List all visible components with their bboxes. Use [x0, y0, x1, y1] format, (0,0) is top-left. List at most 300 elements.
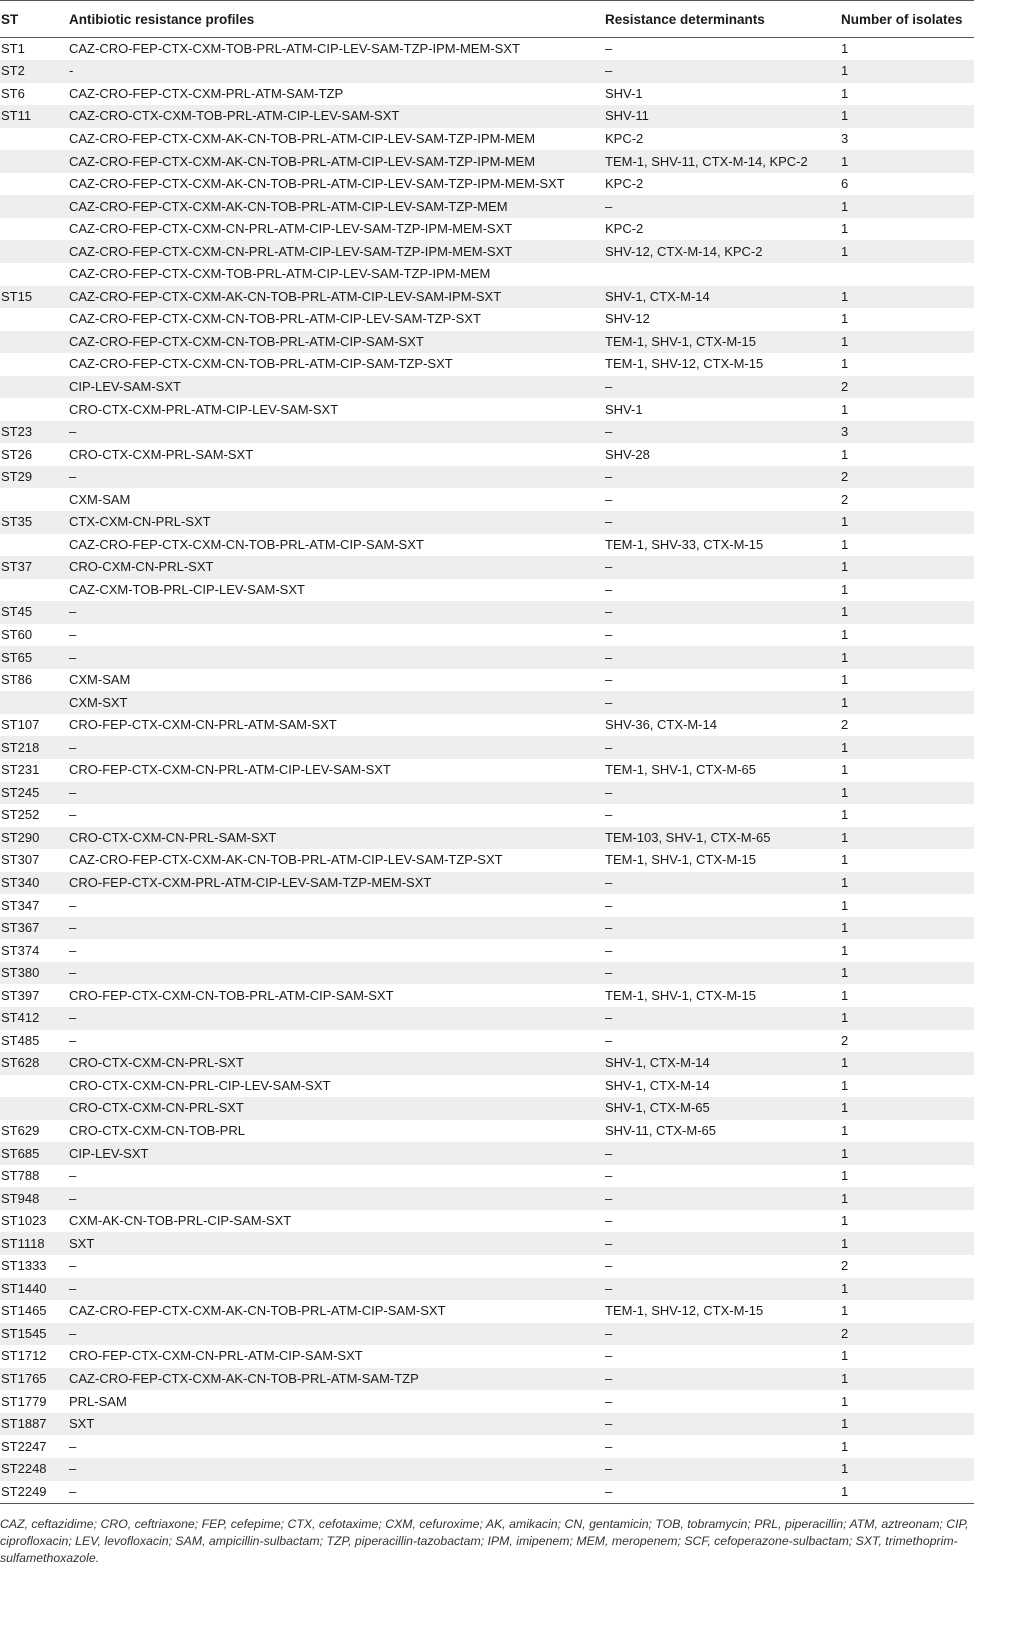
cell-isolates: 2	[841, 491, 849, 507]
table-row	[0, 286, 974, 309]
cell-st	[0, 150, 68, 173]
cell-st: ST290	[0, 827, 68, 850]
cell-determinants: TEM-1, SHV-12, CTX-M-15	[605, 1303, 764, 1319]
cell-st	[0, 353, 68, 376]
cell-determinants: –	[605, 807, 613, 823]
cell-determinants: TEM-1, SHV-11, CTX-M-14, KPC-2	[604, 150, 841, 173]
cell-profile: SXT	[68, 1232, 604, 1255]
cell-isolates: 1	[841, 311, 849, 327]
table-row	[0, 759, 974, 782]
cell-isolates: 1	[841, 105, 974, 128]
cell-determinants: –	[605, 897, 613, 913]
cell-isolates: 1	[841, 942, 849, 958]
cell-determinants: –	[604, 1458, 841, 1481]
cell-determinants: –	[604, 691, 841, 714]
cell-profile: CAZ-CRO-FEP-CTX-CXM-AK-CN-TOB-PRL-ATM-CIP-LEV-SAM-TZP-MEM	[68, 195, 604, 218]
cell-profile: CAZ-CRO-FEP-CTX-CXM-PRL-ATM-SAM-TZP	[69, 85, 344, 101]
table-row	[0, 804, 974, 827]
cell-st: ST231	[1, 762, 40, 778]
cell-determinants: SHV-1, CTX-M-14	[604, 1052, 841, 1075]
cell-determinants: KPC-2	[605, 221, 644, 237]
table-row	[0, 894, 974, 917]
cell-st: ST15	[0, 286, 68, 309]
cell-determinants: KPC-2	[605, 130, 644, 146]
cell-determinants: –	[604, 782, 841, 805]
table-row	[0, 128, 974, 151]
table-row	[0, 624, 974, 647]
cell-profile: –	[68, 1481, 604, 1504]
cell-profile: CAZ-CRO-FEP-CTX-CXM-AK-CN-TOB-PRL-ATM-CIP-SAM-SXT	[69, 1303, 446, 1319]
cell-isolates: 1	[841, 1077, 849, 1093]
table-row	[0, 308, 974, 331]
cell-determinants: –	[604, 556, 841, 579]
cell-determinants: –	[605, 1348, 613, 1364]
cell-st	[0, 534, 68, 557]
cell-isolates: 1	[841, 1393, 849, 1409]
cell-determinants: –	[604, 1187, 841, 1210]
cell-profile: CAZ-CRO-FEP-CTX-CXM-AK-CN-TOB-PRL-ATM-SAM-TZP	[68, 1368, 604, 1391]
table-row	[0, 579, 974, 602]
cell-isolates: 1	[841, 1232, 974, 1255]
cell-profile: –	[68, 466, 604, 489]
cell-st: ST380	[0, 962, 68, 985]
cell-determinants: –	[604, 601, 841, 624]
cell-profile: CAZ-CRO-FEP-CTX-CXM-CN-TOB-PRL-ATM-CIP-SAM-SXT	[69, 536, 424, 552]
cell-isolates: 1	[841, 626, 849, 642]
table-row	[0, 1278, 974, 1301]
cell-determinants: TEM-1, SHV-12, CTX-M-15	[605, 356, 764, 372]
cell-isolates: 1	[841, 1303, 849, 1319]
cell-st	[0, 308, 68, 331]
table-row	[0, 1368, 974, 1391]
cell-determinants: –	[604, 736, 841, 759]
cell-isolates: 3	[841, 421, 974, 444]
header-isolates: Number of isolates	[841, 1, 974, 38]
cell-profile: CXM-AK-CN-TOB-PRL-CIP-SAM-SXT	[69, 1213, 292, 1229]
cell-st: ST307	[1, 852, 40, 868]
cell-profile: CAZ-CRO-CTX-CXM-TOB-PRL-ATM-CIP-LEV-SAM-SXT	[68, 105, 604, 128]
table-row	[0, 1390, 974, 1413]
table-row	[0, 83, 974, 106]
cell-isolates: 1	[841, 1187, 974, 1210]
cell-determinants: –	[604, 1232, 841, 1255]
cell-st: ST367	[0, 917, 68, 940]
cell-st: ST374	[1, 942, 40, 958]
cell-profile: CAZ-CXM-TOB-PRL-CIP-LEV-SAM-SXT	[69, 581, 305, 597]
table-row	[0, 173, 974, 196]
cell-st	[0, 218, 68, 241]
cell-st: ST29	[0, 466, 68, 489]
cell-isolates: 1	[841, 221, 849, 237]
cell-determinants: SHV-12	[605, 311, 650, 327]
table-row	[0, 376, 974, 399]
cell-profile: CIP-LEV-SXT	[68, 1142, 604, 1165]
cell-profile: CTX-CXM-CN-PRL-SXT	[68, 511, 604, 534]
cell-profile: CAZ-CRO-FEP-CTX-CXM-CN-PRL-ATM-CIP-LEV-SAM-TZP-IPM-MEM-SXT	[68, 240, 604, 263]
cell-st	[0, 263, 68, 286]
cell-profile: CRO-CTX-CXM-PRL-SAM-SXT	[69, 446, 254, 462]
table-row	[0, 1481, 974, 1504]
cell-st: ST2	[0, 60, 68, 83]
table-row	[0, 353, 974, 376]
cell-isolates: 1	[841, 1368, 974, 1391]
cell-st: ST45	[0, 601, 68, 624]
cell-determinants: –	[604, 511, 841, 534]
cell-st: ST1440	[0, 1278, 68, 1301]
cell-profile: CAZ-CRO-FEP-CTX-CXM-CN-TOB-PRL-ATM-CIP-SAM-TZP-SXT	[69, 356, 453, 372]
cell-st: ST2247	[1, 1438, 47, 1454]
cell-isolates: 3	[841, 130, 849, 146]
cell-st	[0, 1075, 68, 1098]
cell-profile: –	[69, 1168, 77, 1184]
cell-profile: PRL-SAM	[69, 1393, 127, 1409]
cell-determinants: –	[605, 41, 613, 57]
cell-determinants: –	[604, 1368, 841, 1391]
cell-profile: CRO-FEP-CTX-CXM-CN-PRL-ATM-CIP-SAM-SXT	[69, 1348, 363, 1364]
cell-determinants: SHV-12, CTX-M-14, KPC-2	[604, 240, 841, 263]
cell-determinants: –	[605, 1438, 613, 1454]
cell-determinants: SHV-1, CTX-M-65	[604, 1097, 841, 1120]
table-row	[0, 1323, 974, 1346]
cell-profile: –	[68, 646, 604, 669]
table-row	[0, 466, 974, 489]
cell-profile: CAZ-CRO-FEP-CTX-CXM-CN-TOB-PRL-ATM-CIP-SAM-SXT	[68, 331, 604, 354]
cell-profile: CRO-FEP-CTX-CXM-PRL-ATM-CIP-LEV-SAM-TZP-MEM-SXT	[68, 872, 604, 895]
cell-st: ST629	[1, 1123, 40, 1139]
cell-profile: –	[69, 807, 77, 823]
cell-isolates: 1	[841, 1458, 974, 1481]
cell-st: ST65	[0, 646, 68, 669]
cell-determinants: –	[604, 466, 841, 489]
cell-determinants: –	[605, 1258, 613, 1274]
cell-determinants: SHV-11	[604, 105, 841, 128]
cell-st: ST1712	[1, 1348, 47, 1364]
cell-isolates: 1	[841, 1123, 849, 1139]
cell-isolates: 1	[841, 556, 974, 579]
cell-isolates: 6	[841, 176, 849, 192]
cell-profile: CXM-SAM	[69, 491, 131, 507]
cell-profile: –	[68, 962, 604, 985]
table-row	[0, 38, 974, 61]
cell-determinants: –	[605, 672, 613, 688]
cell-st: ST628	[0, 1052, 68, 1075]
table-row	[0, 872, 974, 895]
cell-profile: –	[68, 1187, 604, 1210]
cell-profile: –	[68, 782, 604, 805]
cell-st: ST1765	[0, 1368, 68, 1391]
cell-determinants	[604, 263, 841, 286]
cell-determinants: –	[604, 1007, 841, 1030]
table-row	[0, 421, 974, 444]
cell-isolates: 1	[841, 736, 974, 759]
cell-determinants: TEM-1, SHV-1, CTX-M-15	[605, 987, 756, 1003]
table-row	[0, 263, 974, 286]
cell-isolates: 1	[841, 827, 974, 850]
cell-profile: –	[68, 601, 604, 624]
table-row	[0, 691, 974, 714]
table-body	[0, 38, 974, 1504]
cell-profile: CAZ-CRO-FEP-CTX-CXM-TOB-PRL-ATM-CIP-LEV-SAM-TZP-IPM-MEM-SXT	[69, 41, 520, 57]
cell-st	[0, 579, 68, 602]
cell-st	[0, 398, 68, 421]
cell-isolates: 1	[841, 1052, 974, 1075]
table-row	[0, 1075, 974, 1098]
cell-st: ST1	[1, 41, 25, 57]
cell-isolates: 1	[841, 195, 974, 218]
cell-st: ST37	[0, 556, 68, 579]
cell-profile: CAZ-CRO-FEP-CTX-CXM-AK-CN-TOB-PRL-ATM-CIP-LEV-SAM-TZP-IPM-MEM	[69, 130, 536, 146]
table-row	[0, 1345, 974, 1368]
cell-determinants: –	[604, 421, 841, 444]
cell-st: ST107	[1, 717, 40, 733]
cell-profile: CAZ-CRO-FEP-CTX-CXM-AK-CN-TOB-PRL-ATM-CIP-LEV-SAM-TZP-IPM-MEM-SXT	[69, 176, 565, 192]
cell-st	[0, 1097, 68, 1120]
cell-isolates: 1	[841, 1007, 974, 1030]
cell-st: ST685	[0, 1142, 68, 1165]
table-row	[0, 736, 974, 759]
cell-determinants: –	[604, 646, 841, 669]
cell-determinants: –	[605, 491, 613, 507]
cell-isolates: 1	[841, 511, 974, 534]
table-row	[0, 1300, 974, 1323]
table-row	[0, 984, 974, 1007]
cell-isolates: 1	[841, 41, 849, 57]
cell-determinants: –	[605, 1393, 613, 1409]
table-row	[0, 511, 974, 534]
cell-profile: CAZ-CRO-FEP-CTX-CXM-CN-TOB-PRL-ATM-CIP-LEV-SAM-TZP-SXT	[69, 311, 481, 327]
cell-isolates: 1	[841, 1481, 974, 1504]
table-row	[0, 556, 974, 579]
cell-profile: CAZ-CRO-FEP-CTX-CXM-AK-CN-TOB-PRL-ATM-CIP-LEV-SAM-TZP-SXT	[69, 852, 503, 868]
cell-st: ST26	[1, 446, 33, 462]
cell-profile: CRO-CTX-CXM-CN-PRL-SXT	[68, 1097, 604, 1120]
table-row	[0, 218, 974, 241]
cell-isolates: 1	[841, 536, 849, 552]
table-row	[0, 782, 974, 805]
cell-st: ST60	[1, 626, 33, 642]
table-row	[0, 1052, 974, 1075]
cell-determinants: SHV-1	[605, 401, 643, 417]
table-row	[0, 669, 974, 692]
table-row	[0, 443, 974, 466]
cell-profile: CRO-CTX-CXM-CN-TOB-PRL	[69, 1123, 245, 1139]
cell-determinants: –	[604, 872, 841, 895]
table-row	[0, 1413, 974, 1436]
cell-determinants: –	[605, 626, 613, 642]
cell-st: ST35	[0, 511, 68, 534]
cell-profile: CAZ-CRO-FEP-CTX-CXM-TOB-PRL-ATM-CIP-LEV-SAM-TZP-IPM-MEM	[69, 266, 491, 282]
table-row	[0, 1120, 974, 1143]
cell-determinants: –	[604, 1142, 841, 1165]
cell-isolates: 1	[841, 897, 849, 913]
cell-isolates: 1	[841, 807, 849, 823]
table-header	[0, 1, 974, 38]
cell-st: ST485	[1, 1032, 40, 1048]
table-row	[0, 962, 974, 985]
cell-st: ST86	[1, 672, 33, 688]
cell-isolates: 1	[841, 581, 849, 597]
cell-isolates: 1	[841, 1413, 974, 1436]
cell-determinants: –	[604, 195, 841, 218]
cell-isolates: 1	[841, 762, 849, 778]
table-row	[0, 1187, 974, 1210]
table-row	[0, 150, 974, 173]
cell-profile: -	[68, 60, 604, 83]
header-profiles: Antibiotic resistance profiles	[68, 1, 604, 38]
cell-profile: CIP-LEV-SAM-SXT	[68, 376, 604, 399]
cell-isolates: 1	[841, 85, 849, 101]
cell-isolates: 1	[841, 917, 974, 940]
cell-isolates: 1	[841, 1348, 849, 1364]
cell-st: ST252	[1, 807, 40, 823]
cell-isolates: 1	[841, 1438, 849, 1454]
cell-st: ST788	[1, 1168, 40, 1184]
table-row	[0, 1097, 974, 1120]
cell-isolates: 1	[841, 150, 974, 173]
cell-profile: –	[68, 421, 604, 444]
cell-profile: –	[68, 1323, 604, 1346]
header-determinants: Resistance determinants	[604, 1, 841, 38]
cell-isolates: 1	[841, 240, 974, 263]
table-row	[0, 1142, 974, 1165]
cell-determinants: –	[605, 942, 613, 958]
cell-st	[0, 240, 68, 263]
cell-st: ST1465	[1, 1303, 47, 1319]
cell-st: ST1545	[0, 1323, 68, 1346]
cell-determinants: –	[605, 1032, 613, 1048]
cell-profile: –	[68, 1278, 604, 1301]
table-row	[0, 1165, 974, 1188]
table-row	[0, 1210, 974, 1233]
cell-isolates: 2	[841, 717, 849, 733]
cell-determinants: –	[604, 962, 841, 985]
table-row	[0, 398, 974, 421]
cell-isolates: 1	[841, 60, 974, 83]
table-row	[0, 827, 974, 850]
table-row	[0, 646, 974, 669]
cell-st: ST1887	[0, 1413, 68, 1436]
cell-st: ST11	[0, 105, 68, 128]
cell-profile: CRO-FEP-CTX-CXM-CN-PRL-ATM-CIP-LEV-SAM-SXT	[69, 762, 391, 778]
cell-determinants: TEM-1, SHV-1, CTX-M-65	[605, 762, 756, 778]
cell-profile: CXM-SAM	[69, 672, 131, 688]
cell-st: ST1779	[1, 1393, 47, 1409]
cell-profile: –	[68, 736, 604, 759]
cell-determinants: SHV-1, CTX-M-14	[604, 286, 841, 309]
cell-isolates: 1	[841, 1278, 974, 1301]
table-row	[0, 601, 974, 624]
cell-st: ST948	[0, 1187, 68, 1210]
cell-st	[0, 376, 68, 399]
cell-isolates: 1	[841, 691, 974, 714]
cell-profile: –	[69, 942, 77, 958]
cell-determinants: –	[605, 1213, 613, 1229]
cell-st	[0, 691, 68, 714]
cell-determinants: TEM-103, SHV-1, CTX-M-65	[604, 827, 841, 850]
cell-determinants: SHV-28	[605, 446, 650, 462]
cell-st: ST218	[0, 736, 68, 759]
cell-profile: CRO-CTX-CXM-PRL-ATM-CIP-LEV-SAM-SXT	[69, 401, 339, 417]
cell-st: ST1118	[0, 1232, 68, 1255]
header-st: ST	[0, 1, 68, 38]
cell-isolates: 1	[841, 286, 974, 309]
table-row	[0, 1435, 974, 1458]
cell-st: ST1023	[1, 1213, 47, 1229]
cell-determinants: SHV-1	[605, 85, 643, 101]
cell-isolates: 1	[841, 782, 974, 805]
cell-isolates: 2	[841, 1323, 974, 1346]
cell-st	[0, 331, 68, 354]
cell-isolates: 1	[841, 1097, 974, 1120]
cell-isolates	[841, 263, 974, 286]
cell-profile: –	[69, 1258, 77, 1274]
table-row	[0, 60, 974, 83]
cell-profile: –	[69, 897, 77, 913]
cell-profile: –	[69, 626, 77, 642]
cell-profile: CRO-CXM-CN-PRL-SXT	[68, 556, 604, 579]
cell-determinants: –	[605, 1168, 613, 1184]
cell-st	[0, 173, 68, 196]
cell-isolates: 1	[841, 446, 849, 462]
cell-profile: CXM-SXT	[68, 691, 604, 714]
table-row	[0, 1255, 974, 1278]
cell-determinants: SHV-11, CTX-M-65	[605, 1123, 717, 1139]
table-row	[0, 1030, 974, 1053]
table-row	[0, 534, 974, 557]
cell-determinants: SHV-1, CTX-M-14	[605, 1077, 710, 1093]
cell-determinants: –	[604, 917, 841, 940]
table-row	[0, 240, 974, 263]
cell-isolates: 1	[841, 672, 849, 688]
cell-isolates: 1	[841, 962, 974, 985]
cell-determinants: –	[605, 581, 613, 597]
table-row	[0, 1007, 974, 1030]
cell-determinants: TEM-1, SHV-1, CTX-M-15	[605, 852, 756, 868]
cell-profile: –	[68, 917, 604, 940]
cell-isolates: 1	[841, 1213, 849, 1229]
cell-isolates: 2	[841, 1032, 849, 1048]
table-row	[0, 939, 974, 962]
table-row	[0, 105, 974, 128]
cell-st: ST2248	[0, 1458, 68, 1481]
cell-isolates: 1	[841, 852, 849, 868]
cell-profile: CRO-FEP-CTX-CXM-CN-PRL-ATM-SAM-SXT	[69, 717, 337, 733]
cell-st: ST23	[0, 421, 68, 444]
cell-profile: CRO-CTX-CXM-CN-PRL-CIP-LEV-SAM-SXT	[69, 1077, 331, 1093]
cell-determinants: TEM-1, SHV-1, CTX-M-15	[604, 331, 841, 354]
cell-profile: CRO-CTX-CXM-CN-PRL-SXT	[68, 1052, 604, 1075]
cell-st: ST2249	[0, 1481, 68, 1504]
cell-determinants: –	[604, 1413, 841, 1436]
cell-isolates: 1	[841, 601, 974, 624]
cell-profile: CAZ-CRO-FEP-CTX-CXM-AK-CN-TOB-PRL-ATM-CIP-LEV-SAM-TZP-IPM-MEM	[68, 150, 604, 173]
cell-determinants: –	[604, 1323, 841, 1346]
cell-profile: CAZ-CRO-FEP-CTX-CXM-CN-PRL-ATM-CIP-LEV-SAM-TZP-IPM-MEM-SXT	[69, 221, 513, 237]
table-row	[0, 714, 974, 737]
cell-st: ST347	[1, 897, 40, 913]
cell-determinants: –	[604, 1278, 841, 1301]
cell-st: ST245	[0, 782, 68, 805]
table-footnote: CAZ, ceftazidime; CRO, ceftriaxone; FEP, cefepime; CTX, cefotaxime; CXM, cefuroxime; AK, amikacin; CN, gentamicin; TOB, tobramycin; PRL, piperacillin; ATM, aztreonam; CIP, ciprofloxacin; LEV, levofloxacin; SAM, ampicillin-sulbactam; TZP, piperacillin-tazobactam; IPM, imipenem; MEM, meropenem; SCF, cefoperazone-sulbactam; SXT, trimethoprim-sulfamethoxazole.	[0, 1517, 969, 1565]
cell-determinants: TEM-1, SHV-33, CTX-M-15	[605, 536, 764, 552]
cell-determinants: –	[604, 60, 841, 83]
cell-isolates: 1	[841, 401, 849, 417]
cell-st: ST1333	[1, 1258, 47, 1274]
table-row	[0, 195, 974, 218]
cell-isolates: 1	[841, 1168, 849, 1184]
table-row	[0, 917, 974, 940]
cell-isolates: 1	[841, 646, 974, 669]
